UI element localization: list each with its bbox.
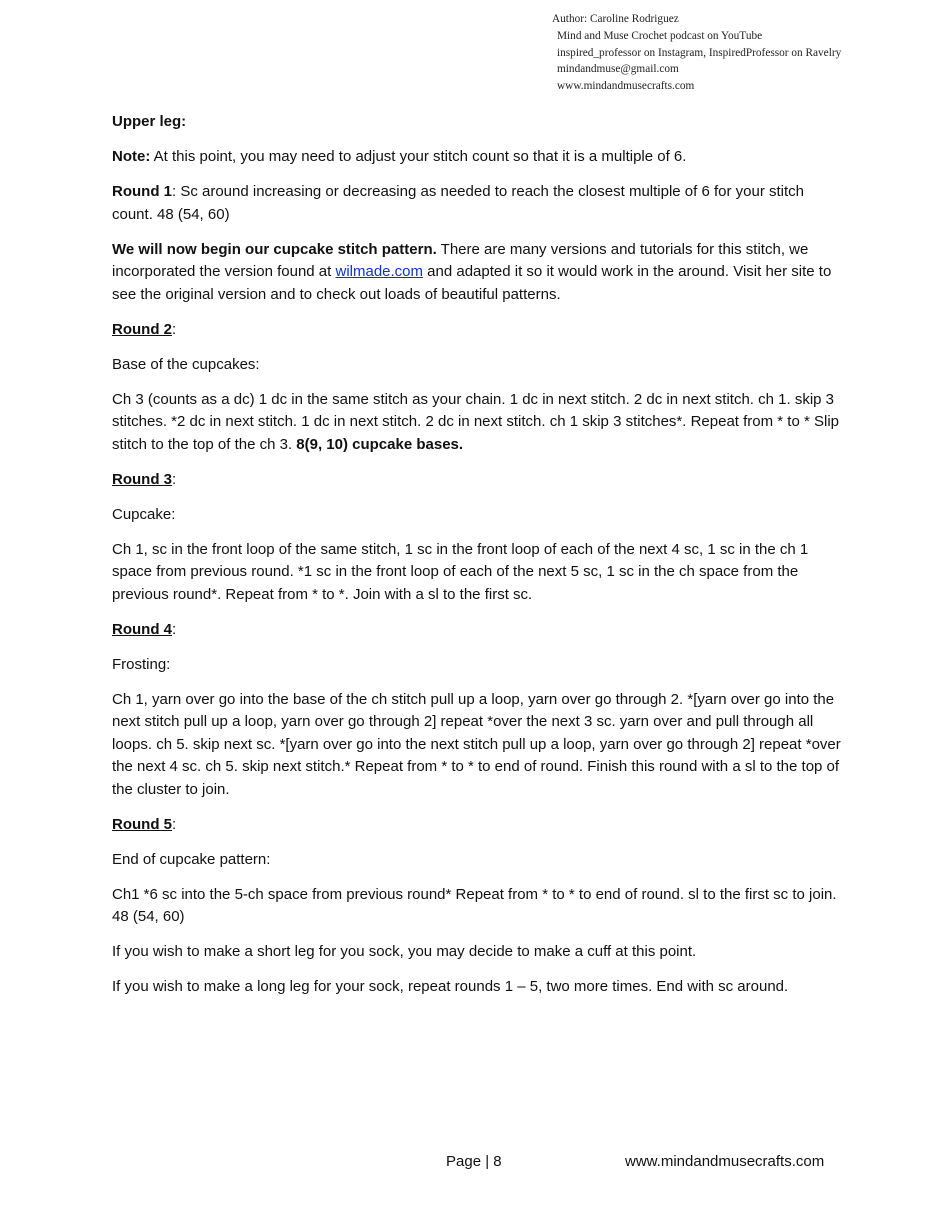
round5-heading (112, 814, 844, 837)
round4-subtitle: Frosting: (112, 655, 171, 673)
round3-heading (112, 469, 844, 492)
round4-label: Round 4 (112, 620, 172, 638)
short-leg-paragraph: If you wish to make a short leg for you sock, you may decide to make a cuff at this point. (112, 943, 697, 960)
email-line: mindandmuse@gmail.com (557, 63, 679, 76)
round5-label: Round 5 (112, 815, 172, 833)
intro-bold: We will now begin our cupcake stitch pattern. (112, 240, 437, 258)
note-paragraph (112, 146, 844, 169)
footer-website: www.mindandmusecrafts.com (625, 1153, 825, 1170)
round4-heading (112, 619, 844, 642)
author-line: Author: Caroline Rodriguez (552, 13, 679, 25)
page-number: Page | 8 (446, 1153, 502, 1170)
round2-text: Ch 3 (counts as a dc) 1 dc in the same stitch as your chain. 1 dc in next stitch. 2 dc in next stitch. ch 1. skip 3 stitches. *2 dc in next stitch. 1 dc in next stitch. 2 dc in next stitch. ch 1 skip 3 stitches*. Repeat from * to * Slip stitch to the top of the ch 3. (112, 390, 840, 453)
round4-colon: : (172, 620, 177, 638)
round3-subtitle: Cupcake: (112, 505, 176, 523)
round1-label: Round 1 (112, 183, 172, 200)
round3-paragraph: Ch 1, sc in the front loop of the same stitch, 1 sc in the front loop of each of the next 4 sc, 1 sc in the ch 1 space from previous round. *1 sc in the front loop of each of the next 5 sc, 1 sc in the ch space from the previous round*. Repeat from * to *. Join with a sl to the first sc. (112, 540, 809, 603)
intro-paragraph (112, 239, 844, 307)
round5-subtitle: End of cupcake pattern: (112, 850, 271, 868)
document-body (112, 111, 844, 1011)
round5-paragraph: Ch1 *6 sc into the 5-ch space from previous round* Repeat from * to * to end of round. sl to the first sc to join. 48 (54, 60) (112, 885, 837, 925)
round3-label: Round 3 (112, 470, 172, 488)
long-leg-paragraph: If you wish to make a long leg for your sock, repeat rounds 1 – 5, two more times. End with sc around. (112, 978, 789, 995)
wilmade-link[interactable]: wilmade.com (335, 263, 424, 280)
round2-heading (112, 319, 844, 342)
website-line: www.mindandmusecrafts.com (557, 80, 695, 93)
note-text: At this point, you may need to adjust your stitch count so that it is a multiple of 6. (150, 148, 687, 165)
round1-text: : Sc around increasing or decreasing as needed to reach the closest multiple of 6 for your stitch count. 48 (54, 60) (112, 183, 805, 223)
podcast-line: Mind and Muse Crochet podcast on YouTube (557, 29, 763, 42)
author-header (552, 11, 841, 95)
intro-text-b: and adapted it so it would work in the around. Visit her site to see the original version and to check out loads of beautiful patterns. (112, 263, 832, 303)
intro-text-a: There are many versions and tutorials for this stitch, we incorporated the version found at (112, 240, 809, 280)
social-line: inspired_professor on Instagram, InspiredProfessor on Ravelry (557, 46, 842, 59)
round2-bold-end: 8(9, 10) cupcake bases. (296, 435, 464, 453)
round3-colon: : (172, 470, 177, 488)
round2-colon: : (172, 320, 177, 338)
section-title: Upper leg: (112, 113, 187, 130)
note-label: Note: (112, 148, 151, 165)
round5-colon: : (172, 815, 177, 833)
round4-paragraph: Ch 1, yarn over go into the base of the ch stitch pull up a loop, yarn over go through 2. *[yarn over go into the next stitch pull up a loop, yarn over go through 2] repeat *over the next 3 sc. yarn over and pull through all loops. ch 5. skip next sc. *[yarn over go into the next stitch pull up a loop, yarn over go through 2] repeat *over the next 4 sc. ch 5. skip next stitch.* Repeat from * to * to end of round. Finish this round with a sl to the top of the cluster to join. (112, 690, 841, 798)
round2-paragraph (112, 389, 844, 457)
round2-label: Round 2 (112, 320, 172, 338)
round2-subtitle: Base of the cupcakes: (112, 355, 260, 373)
round1-paragraph (112, 181, 844, 226)
